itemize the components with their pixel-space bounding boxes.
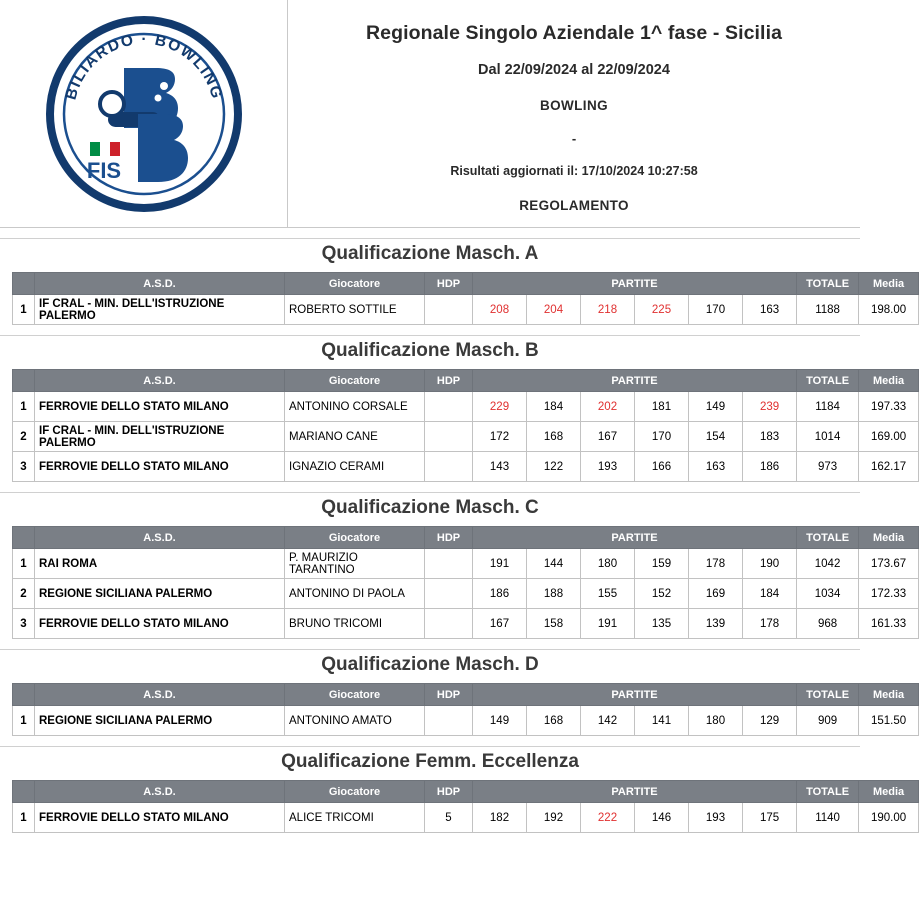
column-header-games: PARTITE [473, 684, 797, 706]
event-dates: Dal 22/09/2024 al 22/09/2024 [478, 62, 670, 78]
cell-game-score: 142 [581, 706, 635, 736]
cell-game-score: 191 [473, 549, 527, 579]
table-row [13, 579, 919, 609]
cell-position: 1 [13, 295, 35, 325]
cell-game-score: 186 [473, 579, 527, 609]
cell-game-score: 186 [743, 452, 797, 482]
cell-hdp [425, 706, 473, 736]
column-header-games: PARTITE [473, 527, 797, 549]
cell-player: ANTONINO CORSALE [285, 392, 425, 422]
cell-game-score: 135 [635, 609, 689, 639]
cell-game-score: 183 [743, 422, 797, 452]
table-row [13, 549, 919, 579]
cell-total: 1184 [797, 392, 859, 422]
cell-game-score: 155 [581, 579, 635, 609]
column-header-asd: A.S.D. [35, 370, 285, 392]
table-header-row [13, 370, 919, 392]
cell-game-score: 192 [527, 803, 581, 833]
table-header-row [13, 273, 919, 295]
cell-game-score: 149 [473, 706, 527, 736]
cell-hdp [425, 579, 473, 609]
cell-game-score: 152 [635, 579, 689, 609]
cell-game-score: 143 [473, 452, 527, 482]
regulation-link[interactable]: REGOLAMENTO [519, 198, 629, 213]
cell-average: 190.00 [859, 803, 919, 833]
section-title: Qualificazione Masch. D [321, 654, 539, 675]
cell-game-score: 225 [635, 295, 689, 325]
column-header-hdp: HDP [425, 273, 473, 295]
cell-game-score: 170 [689, 295, 743, 325]
column-header-average: Media [859, 684, 919, 706]
sections-root [0, 238, 907, 833]
page-header [0, 0, 860, 228]
cell-game-score: 180 [689, 706, 743, 736]
column-header-player: Giocatore [285, 684, 425, 706]
cell-position: 3 [13, 609, 35, 639]
table-row [13, 452, 919, 482]
cell-game-score: 170 [635, 422, 689, 452]
cell-game-score: 180 [581, 549, 635, 579]
cell-game-score: 175 [743, 803, 797, 833]
cell-asd: IF CRAL - MIN. DELL'ISTRUZIONE PALERMO [35, 295, 285, 325]
results-section [0, 238, 907, 325]
cell-player: ANTONINO DI PAOLA [285, 579, 425, 609]
cell-asd: FERROVIE DELLO STATO MILANO [35, 609, 285, 639]
table-header-row [13, 781, 919, 803]
cell-hdp: 5 [425, 803, 473, 833]
results-table [12, 780, 919, 833]
cell-player: BRUNO TRICOMI [285, 609, 425, 639]
column-header-asd: A.S.D. [35, 684, 285, 706]
cell-player: ROBERTO SOTTILE [285, 295, 425, 325]
svg-text:FIS: FIS [86, 157, 121, 183]
cell-game-score: 229 [473, 392, 527, 422]
cell-game-score: 239 [743, 392, 797, 422]
column-header-player: Giocatore [285, 273, 425, 295]
column-header-asd: A.S.D. [35, 781, 285, 803]
updated-timestamp: Risultati aggiornati il: 17/10/2024 10:27:58 [450, 164, 698, 178]
cell-game-score: 141 [635, 706, 689, 736]
cell-total: 1140 [797, 803, 859, 833]
cell-asd: RAI ROMA [35, 549, 285, 579]
results-section [0, 746, 907, 833]
cell-game-score: 188 [527, 579, 581, 609]
column-header-hdp: HDP [425, 781, 473, 803]
cell-total: 909 [797, 706, 859, 736]
cell-hdp [425, 549, 473, 579]
table-row [13, 706, 919, 736]
cell-player: ANTONINO AMATO [285, 706, 425, 736]
cell-game-score: 202 [581, 392, 635, 422]
column-header-average: Media [859, 781, 919, 803]
cell-game-score: 218 [581, 295, 635, 325]
cell-total: 1188 [797, 295, 859, 325]
cell-position: 2 [13, 422, 35, 452]
header-text-block [288, 0, 860, 213]
table-header-row [13, 527, 919, 549]
cell-game-score: 167 [581, 422, 635, 452]
table-row [13, 803, 919, 833]
cell-game-score: 222 [581, 803, 635, 833]
cell-game-score: 167 [473, 609, 527, 639]
cell-average: 162.17 [859, 452, 919, 482]
column-header-position [13, 370, 35, 392]
results-table [12, 272, 919, 325]
cell-game-score: 168 [527, 706, 581, 736]
results-table [12, 683, 919, 736]
cell-game-score: 146 [635, 803, 689, 833]
fisb-logo-icon [46, 16, 242, 212]
cell-game-score: 208 [473, 295, 527, 325]
cell-game-score: 158 [527, 609, 581, 639]
column-header-hdp: HDP [425, 370, 473, 392]
cell-position: 2 [13, 579, 35, 609]
cell-game-score: 166 [635, 452, 689, 482]
column-header-player: Giocatore [285, 370, 425, 392]
column-header-average: Media [859, 273, 919, 295]
column-header-position [13, 781, 35, 803]
results-section [0, 492, 907, 639]
column-header-games: PARTITE [473, 370, 797, 392]
cell-average: 151.50 [859, 706, 919, 736]
cell-game-score: 169 [689, 579, 743, 609]
cell-average: 169.00 [859, 422, 919, 452]
column-header-position [13, 527, 35, 549]
column-header-position [13, 273, 35, 295]
cell-player: IGNAZIO CERAMI [285, 452, 425, 482]
cell-asd: REGIONE SICILIANA PALERMO [35, 706, 285, 736]
cell-game-score: 191 [581, 609, 635, 639]
cell-player: MARIANO CANE [285, 422, 425, 452]
cell-position: 1 [13, 392, 35, 422]
column-header-asd: A.S.D. [35, 273, 285, 295]
cell-asd: IF CRAL - MIN. DELL'ISTRUZIONE PALERMO [35, 422, 285, 452]
column-header-average: Media [859, 527, 919, 549]
fisb-logo [46, 16, 242, 212]
cell-player: ALICE TRICOMI [285, 803, 425, 833]
column-header-player: Giocatore [285, 781, 425, 803]
column-header-games: PARTITE [473, 781, 797, 803]
cell-average: 161.33 [859, 609, 919, 639]
table-row [13, 422, 919, 452]
table-header-row [13, 684, 919, 706]
cell-game-score: 190 [743, 549, 797, 579]
section-title: Qualificazione Masch. B [321, 340, 539, 361]
section-title: Qualificazione Masch. C [321, 497, 539, 518]
cell-game-score: 178 [689, 549, 743, 579]
column-header-hdp: HDP [425, 684, 473, 706]
cell-average: 172.33 [859, 579, 919, 609]
cell-game-score: 159 [635, 549, 689, 579]
column-header-hdp: HDP [425, 527, 473, 549]
cell-total: 1014 [797, 422, 859, 452]
cell-game-score: 168 [527, 422, 581, 452]
column-header-average: Media [859, 370, 919, 392]
cell-position: 3 [13, 452, 35, 482]
cell-hdp [425, 295, 473, 325]
cell-game-score: 122 [527, 452, 581, 482]
sport-label: BOWLING [539, 98, 609, 113]
table-row [13, 392, 919, 422]
cell-game-score: 182 [473, 803, 527, 833]
cell-average: 197.33 [859, 392, 919, 422]
column-header-total: TOTALE [797, 781, 859, 803]
logo-cell [0, 0, 288, 227]
cell-game-score: 181 [635, 392, 689, 422]
column-header-total: TOTALE [797, 370, 859, 392]
cell-hdp [425, 422, 473, 452]
results-section [0, 335, 907, 482]
cell-game-score: 184 [743, 579, 797, 609]
cell-game-score: 193 [581, 452, 635, 482]
svg-text:BILIARDO · BOWLING: BILIARDO · BOWLING [62, 30, 225, 102]
cell-game-score: 129 [743, 706, 797, 736]
cell-asd: FERROVIE DELLO STATO MILANO [35, 392, 285, 422]
column-header-asd: A.S.D. [35, 527, 285, 549]
cell-asd: REGIONE SICILIANA PALERMO [35, 579, 285, 609]
cell-game-score: 163 [689, 452, 743, 482]
column-header-total: TOTALE [797, 273, 859, 295]
cell-asd: FERROVIE DELLO STATO MILANO [35, 452, 285, 482]
cell-asd: FERROVIE DELLO STATO MILANO [35, 803, 285, 833]
results-section [0, 649, 907, 736]
cell-position: 1 [13, 549, 35, 579]
cell-average: 173.67 [859, 549, 919, 579]
cell-game-score: 172 [473, 422, 527, 452]
column-header-total: TOTALE [797, 527, 859, 549]
cell-game-score: 204 [527, 295, 581, 325]
cell-position: 1 [13, 803, 35, 833]
cell-game-score: 163 [743, 295, 797, 325]
page-title: Regionale Singolo Aziendale 1^ fase - Sicilia [365, 22, 783, 44]
cell-total: 973 [797, 452, 859, 482]
cell-hdp [425, 452, 473, 482]
cell-position: 1 [13, 706, 35, 736]
cell-total: 1034 [797, 579, 859, 609]
column-header-total: TOTALE [797, 684, 859, 706]
cell-total: 968 [797, 609, 859, 639]
column-header-player: Giocatore [285, 527, 425, 549]
cell-game-score: 184 [527, 392, 581, 422]
column-header-position [13, 684, 35, 706]
cell-hdp [425, 392, 473, 422]
cell-hdp [425, 609, 473, 639]
cell-average: 198.00 [859, 295, 919, 325]
cell-total: 1042 [797, 549, 859, 579]
cell-game-score: 149 [689, 392, 743, 422]
cell-game-score: 178 [743, 609, 797, 639]
cell-game-score: 139 [689, 609, 743, 639]
results-table [12, 369, 919, 482]
section-title: Qualificazione Femm. Eccellenza [281, 751, 579, 772]
column-header-games: PARTITE [473, 273, 797, 295]
separator-dash: - [571, 131, 577, 146]
section-title: Qualificazione Masch. A [321, 243, 539, 264]
table-row [13, 609, 919, 639]
results-table [12, 526, 919, 639]
cell-game-score: 154 [689, 422, 743, 452]
cell-game-score: 193 [689, 803, 743, 833]
cell-player: P. MAURIZIO TARANTINO [285, 549, 425, 579]
table-row [13, 295, 919, 325]
cell-game-score: 144 [527, 549, 581, 579]
